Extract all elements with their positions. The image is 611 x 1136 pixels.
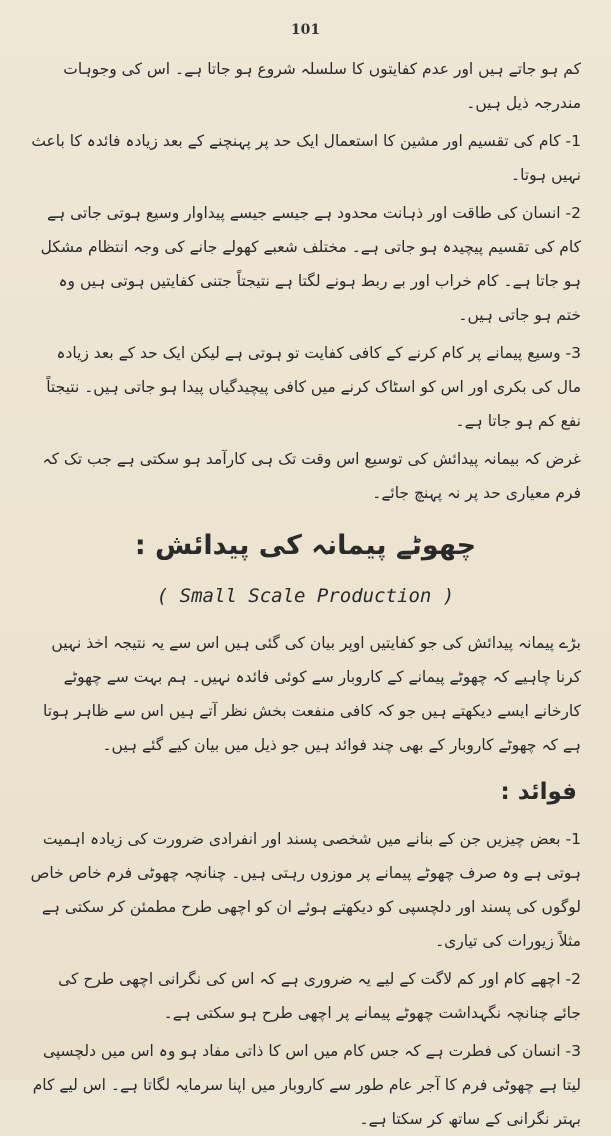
body-paragraph: بڑے پیمانہ پیدائش کی جو کفایتیں اوپر بیان کی گئی ہیں اس سے یہ نتیجہ اخذ نہیں کرنا چاہیے کہ چھوٹے پیمانے کے کاروبار سے کوئی فائدہ نہیں۔ ہم بہت سے چھوٹے کارخانے ایسے دیکھتے ہیں جو کہ کافی منفعت بخش نظر آتے ہیں اس سے ظاہر ہوتا ہے کہ چھوٹے کاروبار کے بھی چند فوائد ہیں جو ذیل میں بیان کیے گئے ہیں۔ bbox=[43, 634, 581, 754]
section-subheading: ( Small Scale Production ) bbox=[156, 585, 455, 607]
conclusion-paragraph: غرض کہ بیمانہ پیدائش کی توسیع اس وقت تک ہی کارآمد ہو سکتی ہے جب تک کہ فرم معیاری حد پر نہ پہنچ جائے۔ bbox=[42, 450, 581, 502]
benefits-title: فوائد : bbox=[500, 779, 577, 805]
reason-item-1: 1- کام کی تقسیم اور مشین کا استعمال ایک حد پر پہنچنے کے بعد زیادہ فائدہ کا باعث نہیں ہوتا۔ bbox=[31, 132, 581, 184]
reason-item-3: 3- وسیع پیمانے پر کام کرنے کے کافی کفایت تو ہوتی ہے لیکن ایک حد کے بعد زیادہ مال کی بکری اور اس کو اسٹاک کرنے میں کافی پیچیدگیاں پیدا ہو جاتی ہیں۔ نتیجتاً نفع کم ہو جاتا ہے۔ bbox=[46, 344, 581, 430]
benefit-item-3: 3- انسان کی فطرت ہے کہ جس کام میں اس کا ذاتی مفاد ہو وہ اس میں دلچسپی لیتا ہے چھوٹی فرم کا آجر عام طور سے کاروبار میں اپنا سرمایہ لگاتا ہے۔ اس لیے کام بہتر نگرانی کے ساتھ کر سکتا ہے۔ bbox=[32, 1042, 581, 1128]
benefit-item-1: 1- بعض چیزیں جن کے بنانے میں شخصی پسند اور انفرادی ضرورت کی زیادہ اہمیت ہوتی ہے وہ صرف چھوٹے پیمانے پر موزوں رہتی ہیں۔ چنانچہ چھوٹی فرم خاص خاص لوگوں کی پسند اور دلچسپی کو دیکھتے ہوئے ان کو اچھی طرح مطمئن کر سکتی ہے مثلاً زیورات کی تیاری۔ bbox=[30, 830, 581, 950]
page-number: 101 bbox=[290, 22, 321, 38]
reason-item-2: 2- انسان کی طاقت اور ذہانت محدود ہے جیسے جیسے پیداوار وسیع ہوتی جاتی ہے کام کی تقسیم پیچیدہ ہو جاتی ہے۔ مختلف شعبے کھولے جانے کی وجہ انتظام مشکل ہو جاتا ہے۔ کام خراب اور بے ربط ہونے لگتا ہے نتیجتاً جتنی کفایتیں ہوتی ہیں وہ ختم ہو جاتی ہیں۔ bbox=[40, 204, 581, 324]
intro-paragraph: کم ہو جاتے ہیں اور عدم کفایتوں کا سلسلہ شروع ہو جاتا ہے۔ اس کی وجوہات مندرجہ ذیل ہیں۔ bbox=[63, 60, 581, 112]
section-heading: چھوٹے پیمانہ کی پیدائش : bbox=[134, 530, 477, 561]
benefit-item-2: 2- اچھے کام اور کم لاگت کے لیے یہ ضروری ہے کہ اس کی نگرانی اچھی طرح کی جائے چنانچہ نگہداشت چھوٹے پیمانے پر اچھی طرح ہو سکتی ہے۔ bbox=[58, 970, 581, 1022]
